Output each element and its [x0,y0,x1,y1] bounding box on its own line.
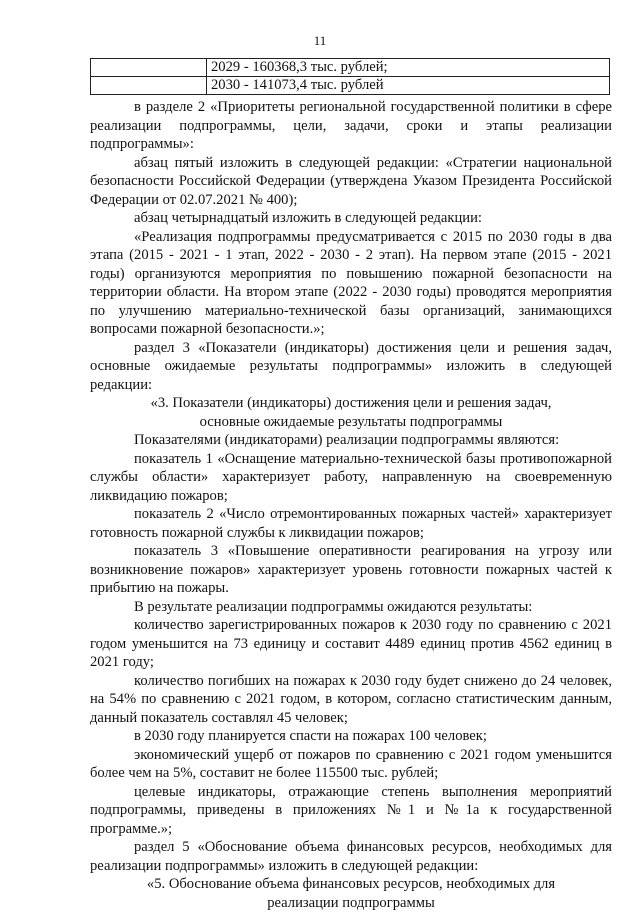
paragraph: раздел 5 «Обоснование объема финансовых ресурсов, необходимых для реализации подпрограммы» изложить в следующей редакции: [90,838,612,875]
table-cell: 2029 - 160368,3 тыс. рублей; [207,59,610,77]
paragraph: в 2030 году планируется спасти на пожарах 100 человек; [90,727,612,746]
paragraph: раздел 3 «Показатели (индикаторы) достижения цели и решения задач, основные ожидаемые результаты подпрограммы» изложить в следующей редакции: [90,339,612,395]
paragraph: абзац четырнадцатый изложить в следующей редакции: [90,209,612,228]
table-row [91,77,610,95]
section-3-heading-line1: «3. Показатели (индикаторы) достижения цели и решения задач, [90,394,612,413]
paragraph: в разделе 2 «Приоритеты региональной государственной политики в сфере реализации подпрограммы, цели, задачи, сроки и этапы реализации подпрограммы»: [90,98,612,154]
paragraph: показатель 1 «Оснащение материально-технической базы противопожарной службы области» характеризует работу, направленную на своевременную ликвидацию пожаров; [90,450,612,506]
section-3-heading-line2: основные ожидаемые результаты подпрограммы [90,413,612,432]
paragraph: Показателями (индикаторами) реализации подпрограммы являются: [90,431,612,450]
section-5-heading-line2: реализации подпрограммы [90,894,612,912]
page-number: 11 [0,33,640,49]
paragraph: абзац пятый изложить в следующей редакции: «Стратегии национальной безопасности Российской Федерации (утверждена Указом Президента Российской Федерации от 02.07.2021 № 400); [90,154,612,210]
paragraph: экономический ущерб от пожаров по сравнению с 2021 годом уменьшится более чем на 5%, составит не более 115500 тыс. рублей; [90,746,612,783]
funding-table [90,58,610,95]
paragraph: целевые индикаторы, отражающие степень выполнения мероприятий подпрограммы, приведены в приложениях №1 и №1а к государственной программе.»; [90,783,612,839]
paragraph: количество погибших на пожарах к 2030 году будет снижено до 24 человек, на 54% по сравнению с 2021 годом, в котором, согласно статистическим данным, данный показатель составлял 45 человек; [90,672,612,728]
table-row [91,59,610,77]
paragraph: показатель 2 «Число отремонтированных пожарных частей» характеризует готовность пожарной службы к ликвидации пожаров; [90,505,612,542]
table-cell-empty [91,77,207,95]
table-cell: 2030 - 141073,4 тыс. рублей [207,77,610,95]
paragraph: количество зарегистрированных пожаров к 2030 году по сравнению с 2021 годом уменьшится на 73 единицу и составит 4489 единиц против 4562 единиц в 2021 году; [90,616,612,672]
document-body [90,98,612,912]
paragraph: В результате реализации подпрограммы ожидаются результаты: [90,598,612,617]
section-5-heading-line1: «5. Обоснование объема финансовых ресурсов, необходимых для [90,875,612,894]
table-cell-empty [91,59,207,77]
paragraph: показатель 3 «Повышение оперативности реагирования на угрозу или возникновение пожаров» характеризует уровень готовности пожарных частей к прибытию на пожары. [90,542,612,598]
paragraph: «Реализация подпрограммы предусматривается с 2015 по 2030 годы в два этапа (2015 - 2021 - 1 этап, 2022 - 2030 - 2 этап). На первом этапе (2015 - 2021 годы) организуются мероприятия по повышению пожарной безопасности на территории области. На втором этапе (2022 - 2030 годы) проводятся мероприятия по улучшению материально-технической базы организаций, занимающихся вопросами пожарной безопасности.»; [90,228,612,339]
